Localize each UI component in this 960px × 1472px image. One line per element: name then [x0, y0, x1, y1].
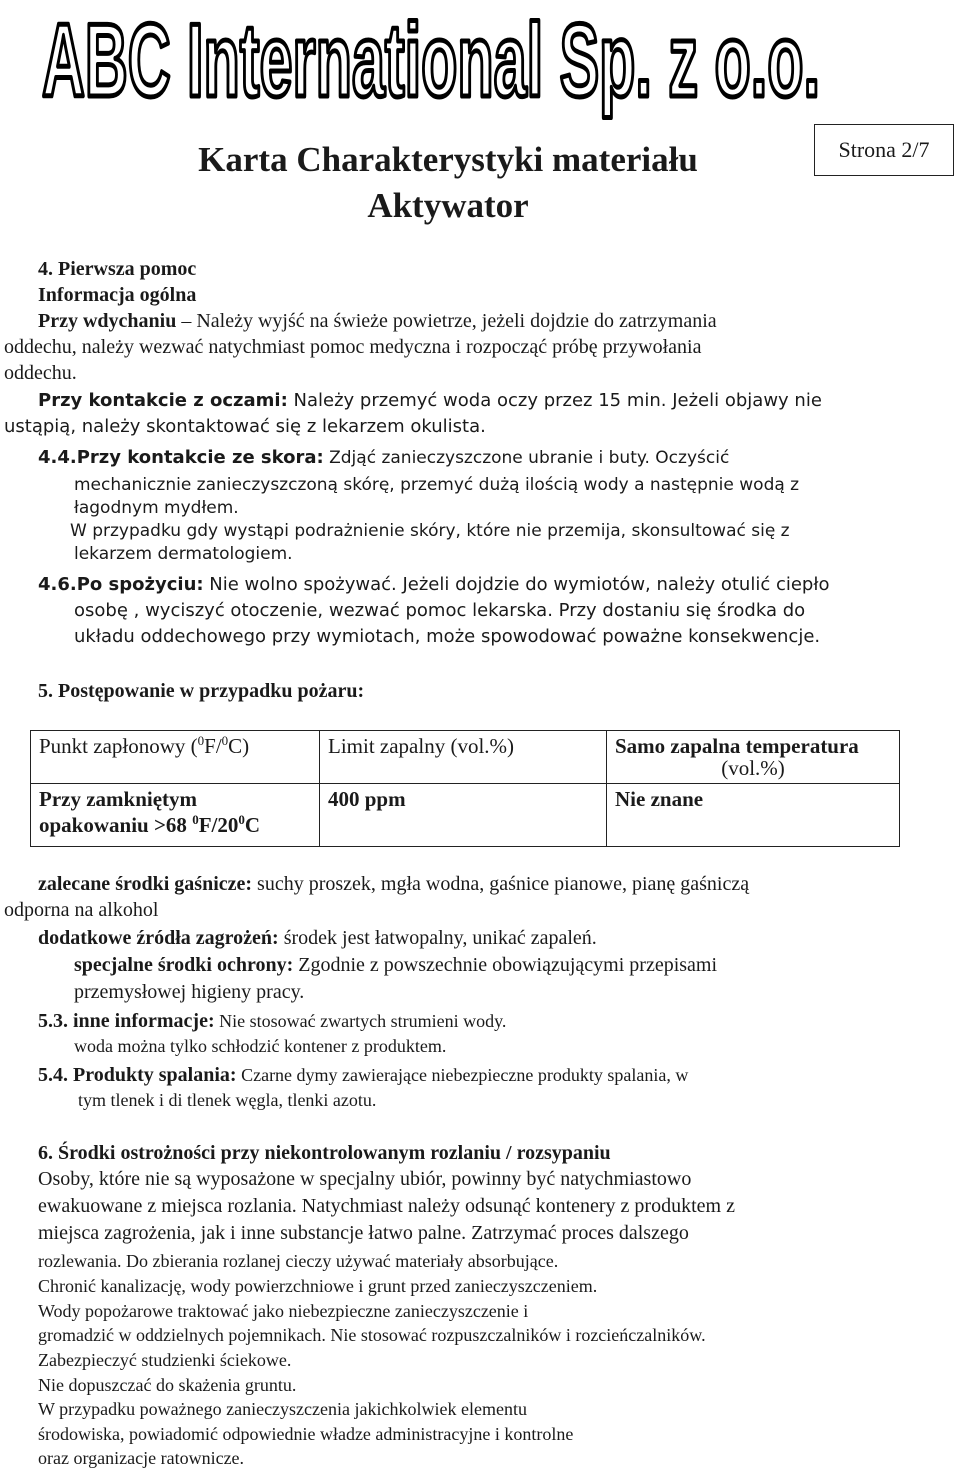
skin-label: 4.4.Przy kontakcie ze skora:: [38, 447, 324, 468]
section-6-heading: 6. Środki ostrożności przy niekontrolowanym rozlaniu / rozsypaniu: [38, 1142, 611, 1164]
ingestion-line-3: układu oddechowego przy wymiotach, może spowodować poważne konsekwencje.: [74, 626, 821, 647]
extinguishing-text: suchy proszek, mgła wodna, gaśnice pianowe, pianę gaśniczą: [252, 873, 750, 895]
combustion-line-2: tym tlenek i di tlenek węgla, tlenki azotu.: [78, 1090, 377, 1110]
degree-sup: 0: [221, 733, 229, 748]
other-info-label: 5.3. inne informacje:: [38, 1010, 215, 1032]
spill-text-line: miejsca zagrożenia, jak i inne substancje łatwo palne. Zatrzymać proces dalszego: [38, 1222, 689, 1244]
page-indicator: Strona 2/7: [814, 124, 954, 176]
flash-point-header: [31, 731, 320, 784]
flash-point-header-text: Punkt zapłonowy (: [39, 734, 198, 758]
inhalation-line-1: [38, 308, 717, 334]
other-info-text: Nie stosować zwartych strumieni wody.: [214, 1011, 507, 1031]
flammable-limit-header: Limit zapalny (vol.%): [320, 731, 607, 784]
company-logo-text: ABC International Sp. z o.o.: [42, 4, 820, 119]
combustion-label: 5.4. Produkty spalania:: [38, 1064, 237, 1086]
flash-point-value-unit: F/20: [198, 813, 239, 837]
spill-text-line: rozlewania. Do zbierania rozlanej cieczy używać materiały absorbujące.: [38, 1251, 559, 1271]
flash-point-value: [31, 784, 320, 847]
flash-point-header-unit-c: C): [228, 734, 250, 758]
protection-line-1: [74, 952, 717, 978]
inhalation-text: – Należy wyjść na świeże powietrze, jeżeli dojdzie do zatrzymania: [176, 310, 717, 332]
protection-label: specjalne środki ochrony:: [74, 954, 294, 976]
spill-text-line: Nie dopuszczać do skażenia gruntu.: [38, 1375, 297, 1395]
ingestion-line-2: osobę , wyciszyć otoczenie, wezwać pomoc lekarska. Przy dostaniu się środka do: [74, 600, 806, 621]
extinguishing-label: zalecane środki gaśnicze:: [38, 873, 253, 895]
section-4-heading: 4. Pierwsza pomoc: [38, 258, 197, 280]
flash-point-value-unit-c: C: [244, 813, 261, 837]
flammable-limit-value: 400 ppm: [320, 784, 607, 847]
skin-line-5: lekarzem dermatologiem.: [74, 544, 293, 564]
eyes-line-1: [38, 388, 822, 414]
hazards-label: dodatkowe źródła zagrożeń:: [38, 927, 279, 949]
ingestion-line-1: [38, 572, 829, 598]
flash-point-header-unit-f: F/: [204, 734, 222, 758]
spill-text-line: W przypadku poważnego zanieczyszczenia jakichkolwiek elementu: [38, 1399, 527, 1419]
other-info-line-1: [38, 1008, 506, 1034]
degree-sup: 0: [238, 812, 245, 827]
fire-data-table: [30, 730, 900, 847]
section-5-heading: 5. Postępowanie w przypadku pożaru:: [38, 680, 365, 702]
table-row: [31, 784, 900, 847]
skin-line-1: [38, 446, 729, 470]
flash-point-value-line-1: Przy zamkniętym: [39, 787, 198, 811]
combustion-line-1: [38, 1062, 688, 1088]
inhalation-line-3: oddechu.: [4, 362, 77, 384]
autoignition-header: [607, 731, 900, 784]
skin-line-2: mechanicznie zanieczyszczoną skórę, przemyć dużą ilością wody a następnie wodą z: [74, 475, 800, 495]
spill-text-line: ewakuowane z miejsca rozlania. Natychmiast należy odsunąć kontenery z produktem z: [38, 1195, 735, 1217]
skin-line-3: łagodnym mydłem.: [74, 498, 239, 518]
degree-sup: 0: [192, 812, 199, 827]
other-info-line-2: woda można tylko schłodzić kontener z produktem.: [74, 1036, 447, 1056]
spill-text-line: gromadzić w oddzielnych pojemnikach. Nie stosować rozpuszczalników i rozcieńczalników.: [38, 1325, 706, 1345]
flash-point-value-line-2: [39, 812, 311, 838]
hazards-text: środek jest łatwopalny, unikać zapaleń.: [278, 927, 597, 949]
general-info-heading: Informacja ogólna: [38, 284, 197, 306]
company-logo: [42, 4, 822, 126]
autoignition-value: Nie znane: [607, 784, 900, 847]
protection-line-2: przemysłowej higieny pracy.: [74, 981, 305, 1003]
hazards-line: [38, 925, 597, 951]
extinguishing-line-2: odporna na alkohol: [4, 899, 159, 921]
autoignition-header-line-1: Samo zapalna temperatura: [615, 734, 859, 758]
extinguishing-line-1: [38, 871, 749, 897]
spill-text-line: Wody popożarowe traktować jako niebezpieczne zanieczyszczenie i: [38, 1301, 529, 1321]
spill-text-line: oraz organizacje ratownicze.: [38, 1448, 245, 1468]
skin-line-4: W przypadku gdy wystąpi podrażnienie skóry, które nie przemija, skonsultować się z: [70, 521, 790, 541]
eyes-text: Należy przemyć woda oczy przez 15 min. Jeżeli objawy nie: [287, 390, 822, 411]
spill-text-line: Zabezpieczyć studzienki ściekowe.: [38, 1350, 292, 1370]
protection-text: Zgodnie z powszechnie obowiązującymi przepisami: [293, 954, 718, 976]
product-name: Aktywator: [367, 186, 529, 225]
combustion-text: Czarne dymy zawierające niebezpieczne produkty spalania, w: [236, 1065, 689, 1085]
eyes-label: Przy kontakcie z oczami:: [38, 390, 288, 411]
flash-point-value-text: opakowaniu >68: [39, 813, 193, 837]
spill-text-line: Osoby, które nie są wyposażone w specjalny ubiór, powinny być natychmiastowo: [38, 1168, 692, 1190]
spill-text-line: Chronić kanalizację, wody powierzchniowe i grunt przed zanieczyszczeniem.: [38, 1276, 598, 1296]
inhalation-label: Przy wdychaniu: [38, 310, 177, 332]
autoignition-header-line-2: (vol.%): [721, 756, 785, 780]
ingestion-text: Nie wolno spożywać. Jeżeli dojdzie do wymiotów, należy otulić ciepło: [203, 574, 830, 595]
eyes-line-2: ustąpią, należy skontaktować się z lekarzem okulista.: [4, 416, 486, 437]
degree-sup: 0: [197, 733, 205, 748]
inhalation-line-2: oddechu, należy wezwać natychmiast pomoc medyczna i rozpocząć próbę przywołania: [4, 336, 702, 358]
skin-text: Zdjąć zanieczyszczone ubranie i buty. Oczyścić: [323, 448, 730, 468]
spill-text-line: środowiska, powiadomić odpowiednie władze administracyjne i kontrolne: [38, 1424, 574, 1444]
table-row: [31, 731, 900, 784]
company-logo-graphic: [42, 4, 822, 126]
ingestion-label: 4.6.Po spożyciu:: [38, 574, 204, 595]
document-title: Karta Charakterystyki materiału: [198, 140, 698, 179]
